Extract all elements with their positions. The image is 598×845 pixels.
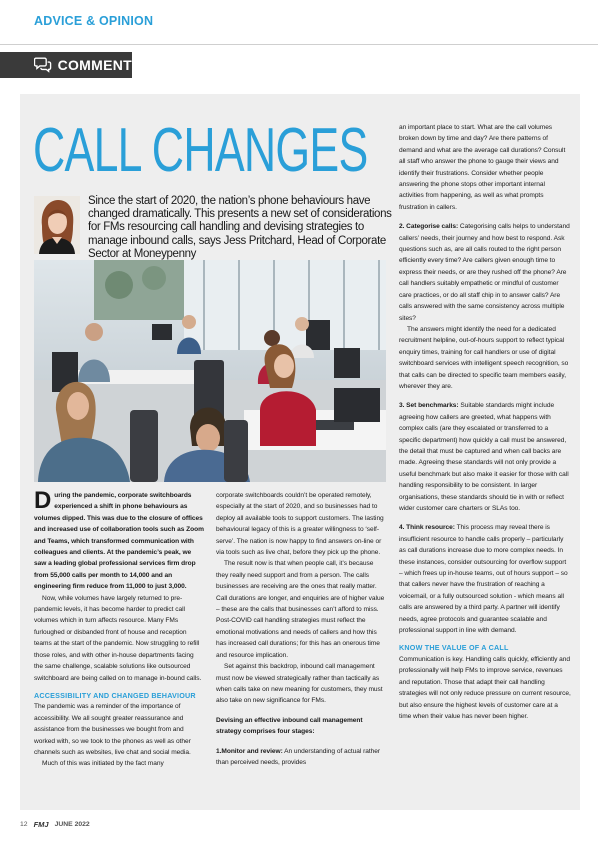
numbered-point-label: 2. Categorise calls: [399,223,459,231]
comment-tab [0,52,132,78]
lead-paragraph: uring the pandemic, corporate switchboards experienced a shift in phone behaviours as volumes dipped. This was due to the closure of offices and increased use of collaboration tools such as Zoom and Teams, which transformed communication with colleagues and clients. At the pandemic’s peak, we saw a leading global professional services firm drop from 55,000 calls per month to 14,000 and an engineering firm reduce from 11,000 to just 3,000. [34,492,204,591]
body-paragraph: an important place to start. What are the call volumes broken down by time and day? Are there patterns of demand and what are the average call durations? Consult all staff who answer the phone to gauge their views and identify their frustrations. Consider whether people answering the phone stops other important internal activities from happening, as well as what prompts frustration in callers. [399,124,566,211]
article-column-1 [34,487,204,770]
numbered-point [399,522,571,636]
hero-photo [34,260,386,482]
speech-bubbles-icon [34,57,52,73]
numbered-point-text: This process may reveal there is insufficient resource to handle calls properly – particularly as call durations increase due to more complex needs. In these instances, consider outsourcing for overflow support – which frees up in-house teams, out of hours support – so that callers never have the frustration of reaching a voicemail, or a fully outsourced solution - which means all calls are answered by a third party. A partner will identify needs, agree protocols and guarantee scalable and professional support in line with demand. [399,524,568,635]
drop-cap: D [34,487,52,514]
author-photo [34,196,80,254]
numbered-point-text: Categorising calls helps to understand callers’ needs, their journey and how best to respond. Ask questions such as, are all calls routed to the right person efficiently every time? Are callers given enough time to express their needs, or are they rushed off the phone? Are call handlers suitably empathetic or mindful of customer care practices, or do all staff chip in to answer calls? Are calls answered with the same consistency across multiple sites? [399,223,570,322]
body-paragraph: corporate switchboards couldn’t be operated remotely, especially at the start of 2020, and so businesses had to deploy all available tools to support customers. The lasting behavioural legacy of this is a greater willingness to ‘self-serve’. The nation is now happy to find answers on-line or via tools such as live chat, before they pick up the phone. [216,492,384,557]
body-paragraph: The result now is that when people call, it’s because they really need support and from a person. The calls businesses are receiving are the ones that really matter. Call durations are longer, and enquiries are of higher value – these are the calls that businesses can’t afford to miss. Post-COVID call handling strategies must reflect the emotional motivations and needs of callers and how this has increased call durations; for this has an onerous time and resource implication. [216,560,385,659]
numbered-point-label: 1.Monitor and review: [216,747,283,755]
subheading: KNOW THE VALUE OF A CALL [399,643,509,653]
numbered-point-text: Suitable standards might include agreeing how callers are greeted, what happens with complex calls (are they escalated or transferred to a specific department) how quickly a call must be answered, the detail that must be captured and when call backs are made. Agreeing these standards will not only provide a useful benchmark but also make it easier for those with call handling responsibility to be consistent. In larger organisations, these standards should tie in with or reflect wider customer care charters or SLAs too. [399,402,569,512]
magazine-logo: FMJ [33,820,49,829]
page-footer [20,820,90,829]
body-paragraph: The answers might identify the need for a dedicated recruitment helpline, out-of-hours support to reflect typical enquiry times, training for call handlers or use of digital switchboard services with intelligent speech recognition, so that calls can be directed to specific team members easily, wherever they are. [399,325,569,390]
page-number: 12 [20,821,28,828]
body-paragraph: Devising an effective inbound call management strategy comprises four stages: [216,716,363,736]
body-paragraph: Communication is key. Handling calls quickly, efficiently and professionally will help FMs to improve service, revenues and reputation. Those that adapt their call handling strategies will not only reduce pressure on current resource, but also ensure the highest levels of customer care at a time when their value has never been higher. [399,655,571,720]
standfirst: Since the start of 2020, the nation’s phone behaviours have changed dramatically. This presents a new set of considerations for FMs resourcing call handling and devising strategies to manage inbound calls, says Jess Pritchard, Head of Corporate Sector at Moneypenny [88,195,392,260]
body-paragraph: Much of this was initiated by the fact many [42,760,164,768]
numbered-point [216,746,386,769]
article-column-2 [216,490,386,768]
numbered-point-label: 3. Set benchmarks: [399,402,459,410]
comment-tab-label: COMMENT [57,57,132,73]
numbered-point-text: An understanding of actual rather than perceived needs, provides [216,747,381,766]
body-paragraph: The pandemic was a reminder of the importance of accessibility. We all sought greater reassurance and assistance from the businesses we bought from and worked with, so we took to the phones as well as other channels such as websites, live chat and social media. [34,703,191,756]
numbered-point-label: 4. Think resource: [399,524,455,532]
numbered-point [399,221,571,324]
body-paragraph: Set against this backdrop, inbound call management must now be viewed strategically rather than tactically as when calls take on new meaning for customers, they must also take on new significance for FMs. [216,663,383,705]
top-rule [0,44,598,45]
numbered-point [399,400,571,514]
article-column-3 [399,122,571,722]
section-label: ADVICE & OPINION [34,14,154,28]
issue-date: JUNE 2022 [54,821,90,828]
headline: CALL CHANGES [33,116,368,185]
body-paragraph: Now, while volumes have largely returned to pre-pandemic levels, it has become harder to predict call volumes which in turn affects resource. Many FMs furloughed or disbanded front of house and reception teams at the start of the pandemic. Now struggling to refill those roles, and with other in-house departments facing the same challenge, scalable solutions like outsourced switchboard are being called on to manage in-bound calls. [34,594,202,682]
subheading: ACCESSIBILITY AND CHANGED BEHAVIOUR [34,690,196,700]
